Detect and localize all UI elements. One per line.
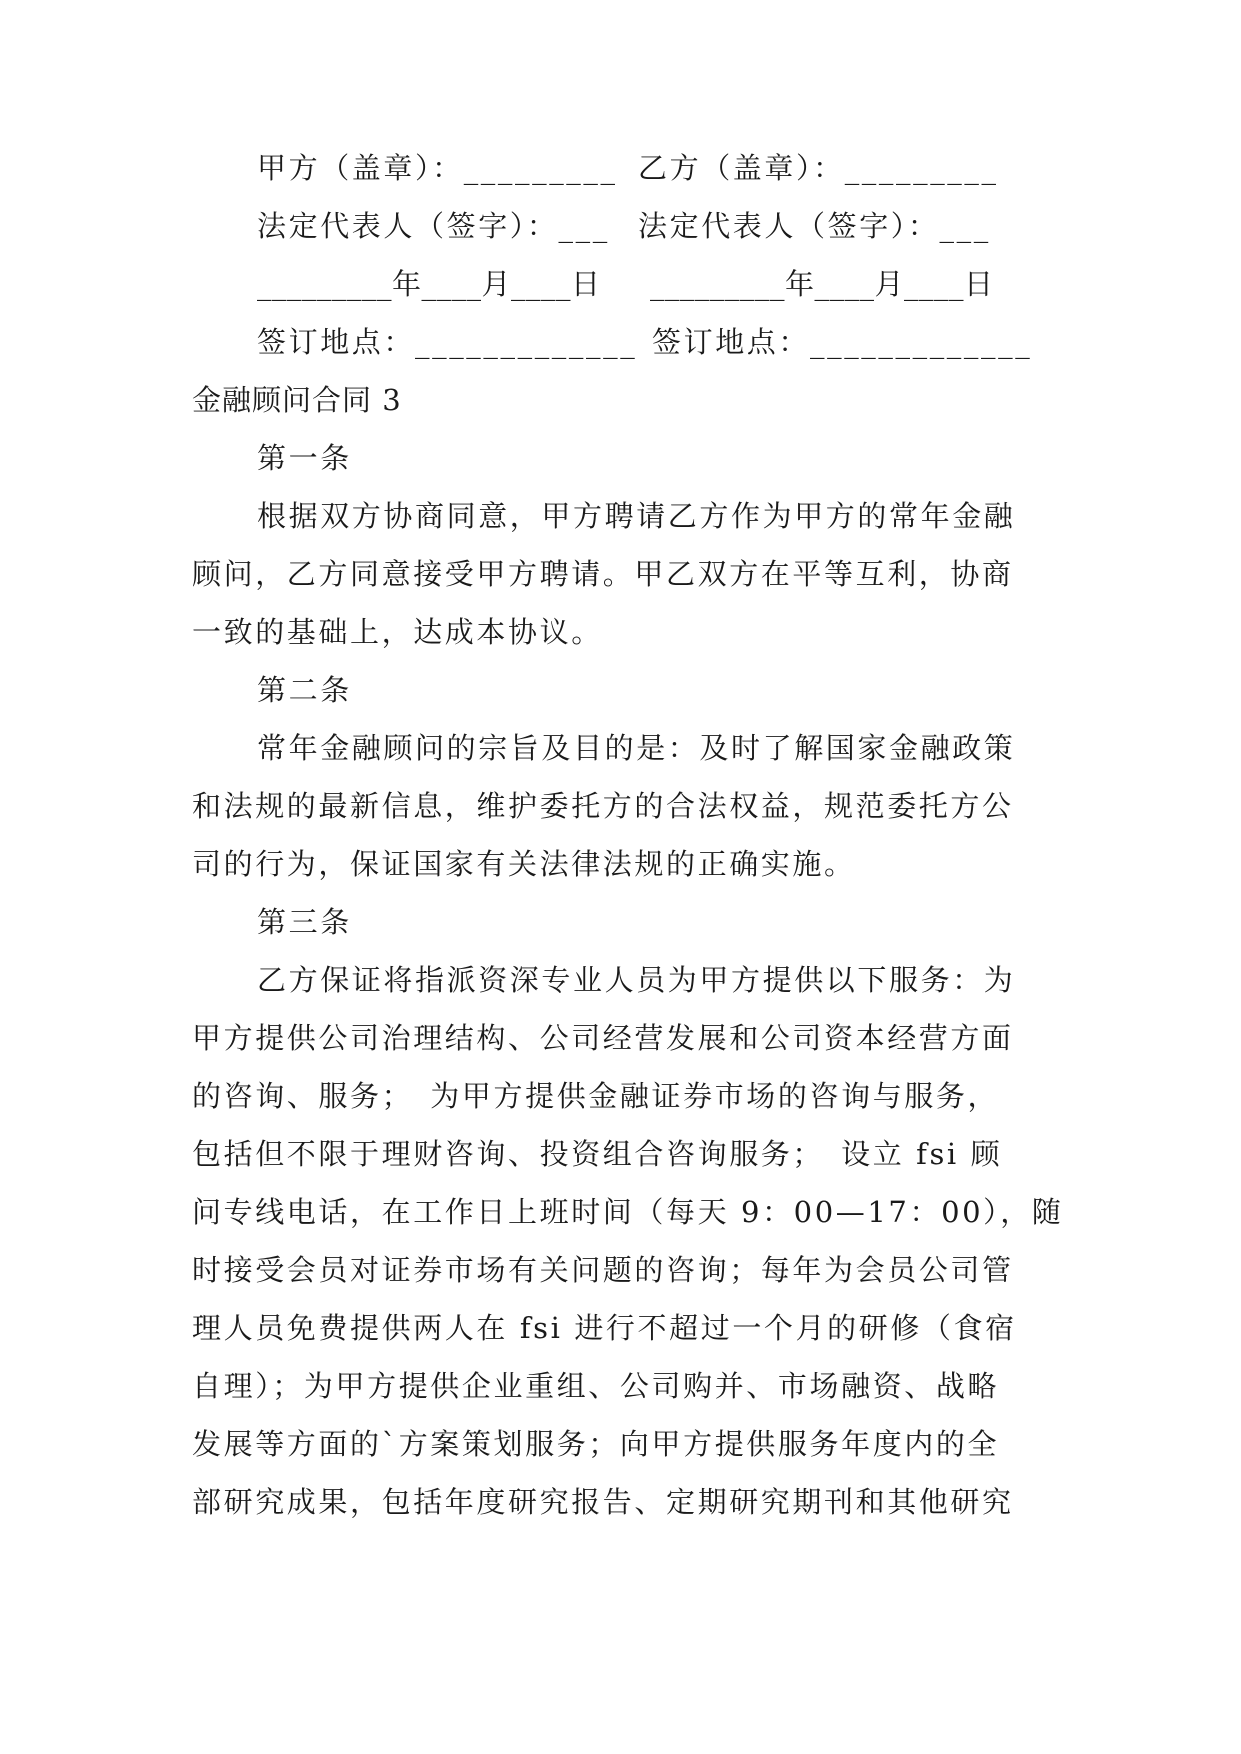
article-2-line: 司的行为，保证国家有关法律法规的正确实施。 (192, 847, 856, 881)
party-a-seal: 甲方（盖章）：_________ (257, 151, 618, 185)
article-1-heading: 第一条 (257, 441, 352, 475)
party-a-representative: 法定代表人（签字）：___ (257, 209, 610, 243)
party-b-representative: 法定代表人（签字）：___ (638, 209, 991, 243)
article-3-line: 问专线电话，在工作日上班时间（每天 9：00—17：00），随 (192, 1195, 1064, 1229)
article-3-line: 包括但不限于理财咨询、投资组合咨询服务； 设立 fsi 顾 (192, 1137, 1003, 1171)
article-3-line: 乙方保证将指派资深专业人员为甲方提供以下服务：为 (257, 963, 1016, 997)
party-b-seal: 乙方（盖章）：_________ (638, 151, 999, 185)
article-2-heading: 第二条 (257, 673, 352, 707)
article-3-line: 自理）；为甲方提供企业重组、公司购并、市场融资、战略 (192, 1369, 1000, 1403)
party-a-date: _________年____月____日 (257, 267, 601, 301)
party-b-date: _________年____月____日 (650, 267, 994, 301)
article-3-heading: 第三条 (257, 905, 352, 939)
article-3-line: 的咨询、服务； 为甲方提供金融证券市场的咨询与服务， (192, 1079, 1000, 1113)
article-1-line: 根据双方协商同意，甲方聘请乙方作为甲方的常年金融 (257, 499, 1016, 533)
party-a-place: 签订地点：_____________ (257, 325, 638, 359)
article-3-line: 甲方提供公司治理结构、公司经营发展和公司资本经营方面 (192, 1021, 1014, 1055)
article-3-line: 理人员免费提供两人在 fsi 进行不超过一个月的研修（食宿 (192, 1311, 1017, 1345)
article-1-line: 一致的基础上，达成本协议。 (192, 615, 603, 649)
article-3-line: 时接受会员对证券市场有关问题的咨询；每年为会员公司管 (192, 1253, 1014, 1287)
article-3-line: 发展等方面的`方案策划服务；向甲方提供服务年度内的全 (192, 1427, 1000, 1461)
contract-title: 金融顾问合同 3 (192, 383, 402, 417)
article-1-line: 顾问，乙方同意接受甲方聘请。甲乙双方在平等互利，协商 (192, 557, 1014, 591)
article-3-line: 部研究成果，包括年度研究报告、定期研究期刊和其他研究 (192, 1485, 1014, 1519)
article-2-line: 和法规的最新信息，维护委托方的合法权益，规范委托方公 (192, 789, 1014, 823)
article-2-line: 常年金融顾问的宗旨及目的是：及时了解国家金融政策 (257, 731, 1016, 765)
party-b-place: 签订地点：_____________ (652, 325, 1033, 359)
